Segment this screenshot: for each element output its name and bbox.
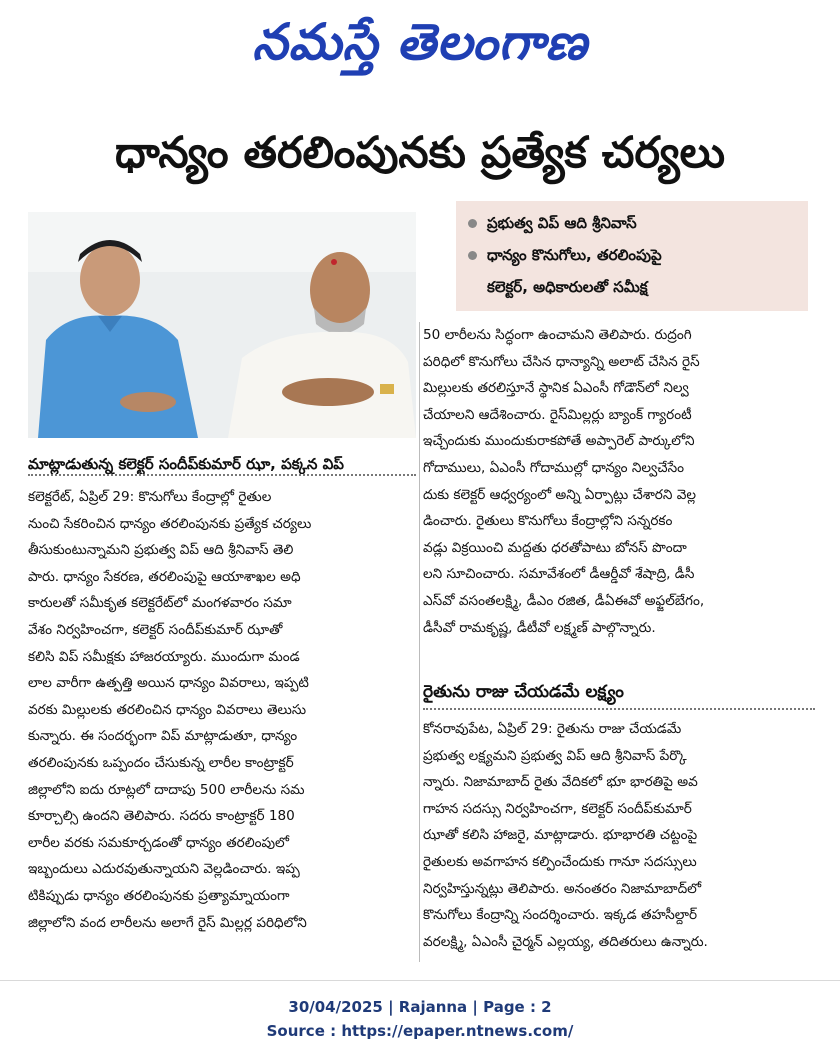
text-line: వరలక్ష్మి, ఏఎంసీ చైర్మన్ ఎల్లయ్య, తదితరులు ఉన్నారు.	[423, 933, 708, 950]
text-line: నుంచి సేకరించిన ధాన్యం తరలింపునకు ప్రత్యేక చర్యలు	[28, 515, 312, 532]
column-divider	[419, 322, 420, 962]
text-line: కూర్చాల్సి ఉందని తెలిపారు. సదరు కాంట్రాక్టర్ 180	[28, 808, 295, 825]
bullet-icon	[468, 219, 477, 228]
article-column-right-lower	[423, 716, 815, 955]
highlight-text	[487, 239, 798, 303]
text-line: 50 లారీలను సిద్ధంగా ఉంచామని తెలిపారు. రుద్రంగి	[423, 327, 692, 343]
text-line: రైతులకు అవగాహన కల్పించేందుకు గానూ సదస్సులు	[423, 853, 697, 870]
text-line: కోనరావుపేట, ఏప్రిల్ 29: రైతును రాజు చేయడమే	[423, 721, 682, 737]
article-column-right	[423, 322, 815, 641]
text-line: డించారు. రైతులు కొనుగోలు కేంద్రాల్లోని సన్నరకం	[423, 513, 673, 530]
highlight-line: కలెక్టర్, అధికారులతో సమీక్ష	[487, 278, 648, 296]
masthead-logo: నమస్తే తెలంగాణ	[252, 13, 588, 71]
text-line: ఇబ్బందులు ఎదురవుతున్నాయని వెల్లడించారు. ఇప్ప	[28, 861, 300, 878]
text-line: నిర్వహిస్తున్నట్లు తెలిపారు. అనంతరం నిజామాబాద్‌లో	[423, 880, 702, 897]
text-line: కలిసి విప్ సమీక్షకు హాజరయ్యారు. ముందుగా మండ	[28, 648, 300, 665]
footer-date-edition: 30/04/2025 | Rajanna | Page : 2	[288, 998, 552, 1016]
photo-caption: మాట్లాడుతున్న కలెక్టర్ సందీప్‌కుమార్ ఝా, పక్కన విప్	[28, 452, 416, 476]
text-line: కలెక్టరేట్, ఏప్రిల్ 29: కొనుగోలు కేంద్రాల్లో రైతుల	[28, 489, 272, 505]
highlight-item	[468, 207, 798, 239]
highlights-box	[456, 201, 808, 311]
text-line: జిల్లాలోని వంద లారీలను అలాగే రైస్ మిల్లర్ల పరిధిలోని	[28, 914, 307, 931]
text-line: గాహన సదస్సు నిర్వహించగా, కలెక్టర్ సందీప్‌కుమార్	[423, 800, 692, 817]
text-line: కున్నారు. ఈ సందర్భంగా విప్ మాట్లాడుతూ, ధాన్యం	[28, 728, 298, 745]
text-line: వరకు మిల్లులకు తరలించిన ధాన్యం వివరాలు తెలుసు	[28, 701, 307, 718]
text-line: తీసుకుంటున్నామని ప్రభుత్వ విప్ ఆది శ్రీనివాస్ తెలి	[28, 542, 294, 559]
text-line: మిల్లులకు తరలిస్తూనే స్థానిక ఏఎంసీ గోడౌన్‌లో నిల్వ	[423, 380, 689, 397]
text-line: పారు. ధాన్యం సేకరణ, తరలింపుపై ఆయాశాఖల అధి	[28, 568, 301, 585]
text-line: ప్రభుత్వ లక్ష్యమని ప్రభుత్వ విప్ ఆది శ్రీనివాస్ పేర్కొ	[423, 747, 687, 764]
text-line: వేశం నిర్వహించగా, కలెక్టర్ సందీప్‌కుమార్ ఝాతో	[28, 621, 283, 638]
text-line: కొనుగోలు కేంద్రాన్ని సందర్శించారు. ఇక్కడ తహసీల్దార్	[423, 907, 698, 924]
news-photo	[28, 212, 416, 438]
text-line: పరిధిలో కొనుగోలు చేసిన ధాన్యాన్ని అలాట్ చేసిన రైస్	[423, 353, 700, 370]
article-column-left	[28, 484, 416, 936]
subheading: రైతును రాజు చేయడమే లక్ష్యం	[423, 676, 815, 710]
text-line: ఝాతో కలిసి హాజరై, మాట్లాడారు. భూభారతి చట్టంపై	[423, 827, 698, 844]
text-line: కారులతో సమీకృత కలెక్టరేట్‌లో మంగళవారం సమా	[28, 595, 292, 612]
text-line: దుకు కలెక్టర్ ఆధ్వర్యంలో అన్ని ఏర్పాట్లు చేశారని వెల్ల	[423, 486, 697, 503]
headline: ధాన్యం తరలింపునకు ప్రత్యేక చర్యలు	[114, 128, 726, 178]
text-line: గోదాములు, ఏఎంసీ గోదాముల్లో ధాన్యం నిల్వచేసేం	[423, 459, 685, 476]
text-line: వడ్లు విక్రయించి మద్దతు ధరతోపాటు బోనస్ పొందా	[423, 539, 687, 556]
text-line: లని సూచించారు. సమావేశంలో డీఆర్డీవో శేషాద్రి, డీసీ	[423, 566, 695, 583]
highlight-line: ధాన్యం కొనుగోలు, తరలింపుపై	[487, 246, 662, 264]
text-line: తరలింపునకు ఒప్పందం చేసుకున్న లారీల కాంట్రాక్టర్	[28, 754, 294, 771]
text-line: న్నారు. నిజామాబాద్ రైతు వేదికలో భూ భారతిపై అవ	[423, 774, 698, 791]
text-line: ఇచ్చేందుకు ముందుకురాకపోతే అప్పారెల్ పార్కులోని	[423, 433, 695, 450]
highlight-item	[468, 239, 798, 303]
text-line: టికిప్పుడు ధాన్యం తరలింపునకు ప్రత్యామ్నాయంగా	[28, 887, 290, 904]
page-divider	[0, 980, 840, 981]
highlight-text: ప్రభుత్వ విప్ ఆది శ్రీనివాస్	[487, 214, 637, 232]
text-line: డీసీవో రామకృష్ణ, డీటీవో లక్ష్మణ్ పాల్గొన్నారు.	[423, 619, 656, 636]
text-line: ఎస్‌వో వసంతలక్ష్మి, డీఎం రజిత, డీఏఈవో అఫ్జల్‌బేగం,	[423, 592, 705, 609]
footer-source: Source : https://epaper.ntnews.com/	[266, 1022, 574, 1040]
text-line: లారీల వరకు సమకూర్చడంతో ధాన్యం తరలింపులో	[28, 834, 290, 851]
text-line: చేయాలని ఆదేశించారు. రైస్‌మిల్లర్లు బ్యాంక్ గ్యారంటీ	[423, 406, 692, 423]
text-line: జిల్లాలోని ఐదు రూట్లలో దాదాపు 500 లారీలను సమ	[28, 781, 305, 798]
bullet-icon	[468, 251, 477, 260]
photo-illustration	[28, 212, 416, 438]
text-line: లాల వారీగా ఉత్పత్తి అయిన ధాన్యం వివరాలు, ఇప్పటి	[28, 675, 309, 692]
